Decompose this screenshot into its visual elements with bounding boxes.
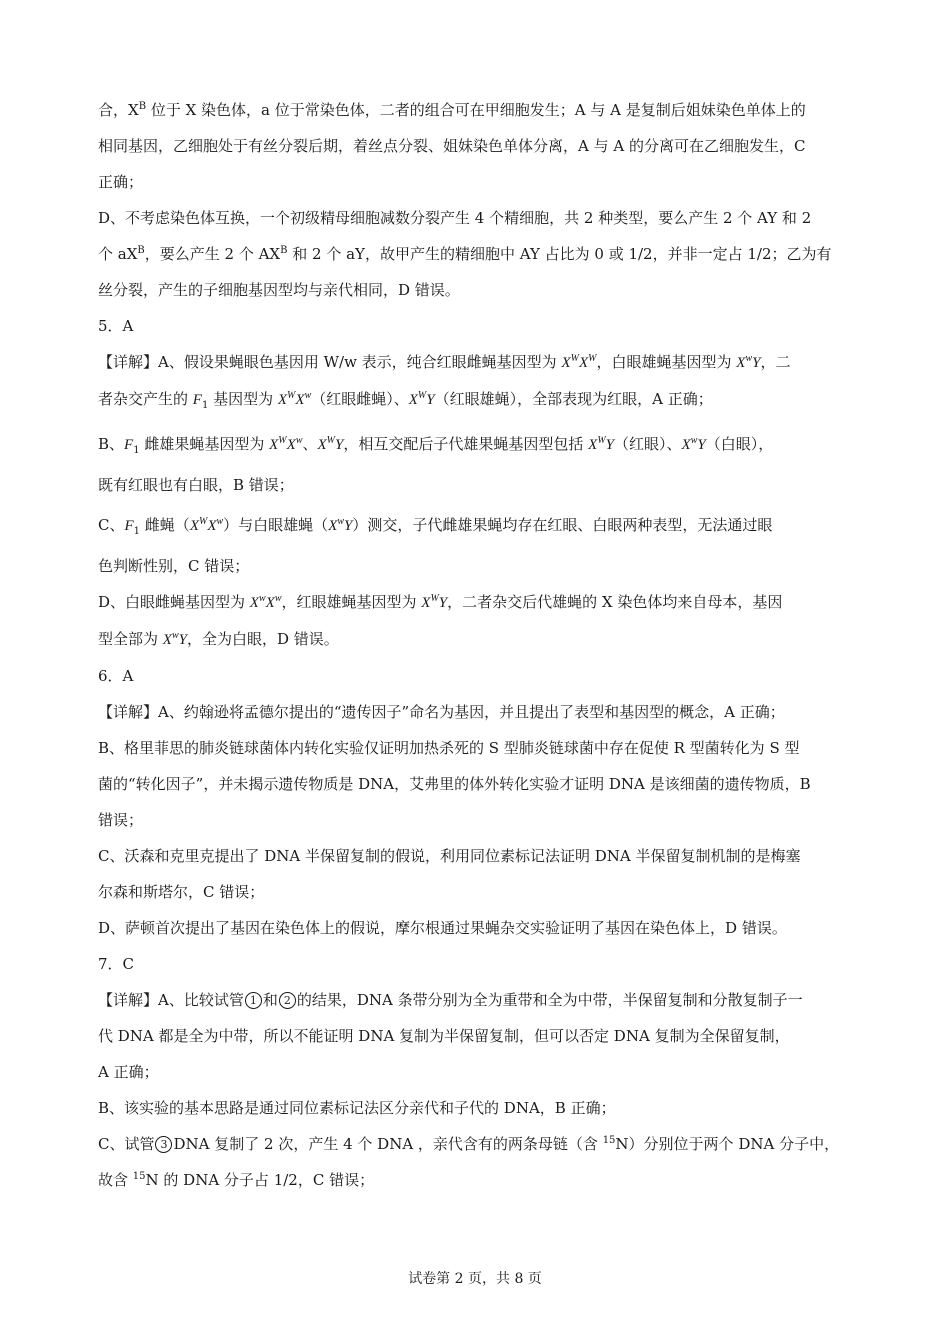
text-line: D、萨顿首次提出了基因在染色体上的假说，摩尔根通过果蝇杂交实验证明了基因在染色体上，D 错误。 [98,919,787,937]
answer-number: 7．C [98,955,135,973]
text-line: 既有红眼也有白眼，B 错误； [98,476,294,494]
answer-number: 6．A [98,667,134,685]
text-line: D、不考虑染色体互换，一个初级精母细胞减数分裂产生 4 个精细胞，共 2 种类型，要么产生 2 个 AY 和 2 [98,209,812,227]
answer-content [98,92,860,1198]
text-line: 色判断性别，C 错误； [98,557,250,575]
question-6-answer [98,658,860,946]
text-line: 代 DNA 都是全为中带，所以不能证明 DNA 复制为半保留复制，但可以否定 DNA 复制为全保留复制， [98,1027,790,1045]
text-line: A 正确； [98,1063,159,1081]
text-line: C、$F_1$ 雌蝇$(X^WX^w)$与白眼雄蝇$(X^wY)$测交，子代雌雄果蝇均存在红眼、白眼两种表型，无法通过眼 [98,516,773,537]
text-line: 型全部为 $X^wY$，全为白眼，D 错误。 [98,630,339,648]
question-5-answer [98,308,860,658]
text-line: 【详解】A、比较试管 1 和 2 的结果，DNA 条带分别为全为重带和全为中带，半保留复制和分散复制子一 [98,991,803,1009]
text-line: C、沃森和克里克提出了 DNA 半保留复制的假说，利用同位素标记法证明 DNA 半保留复制机制的是梅塞 [98,847,801,865]
text-line: 个 $aX^B$，要么产生 2 个 $AX^B$ 和 2 个 aY，故甲产生的精细胞中 AY 占比为 0 或 1/2，并非一定占 1/2；乙为有 [98,245,832,263]
text-line: 丝分裂，产生的子细胞基因型均与亲代相同，D 错误。 [98,281,460,299]
text-line: D、白眼雌蝇基因型为 $X^wX^w$，红眼雄蝇基因型为 $X^WY$，二者杂交后代雄蝇的 X 染色体均来自母本，基因 [98,593,783,611]
text-line: 【详解】A、假设果蝇眼色基因用 W/w 表示，纯合红眼雌蝇基因型为 $X^WX^W$，白眼雄蝇基因型为 $X^wY$，二 [98,353,791,371]
text-line: 者杂交产生的 $F_1$ 基因型为 $X^WX^w$（红眼雌蝇）、$X^WY$（红眼雄蝇），全部表现为红眼，A 正确； [98,390,713,411]
text-line: 【详解】A、约翰逊将孟德尔提出的“遗传因子”命名为基因，并且提出了表型和基因型的概念，A 正确； [98,703,785,721]
text-line: 错误； [98,811,144,829]
text-line: 正确； [98,173,144,191]
question-7-answer [98,946,860,1198]
text-line: 合，$X^B$ 位于 X 染色体，a 位于常染色体，二者的组合可在甲细胞发生；A 与 A 是复制后姐妹染色单体上的 [98,101,806,119]
page-footer: 试卷第 2 页，共 8 页 [408,1271,542,1287]
text-line: B、$F_1$ 雌雄果蝇基因型为 $X^WX^w$、$X^WY$，相互交配后子代雄果蝇基因型包括 $X^WY$（红眼）、$X^wY$（白眼）， [98,435,774,456]
answer-number: 5．A [98,317,134,335]
text-line: 菌的“转化因子”，并未揭示遗传物质是 DNA，艾弗里的体外转化实验才证明 DNA 是该细菌的遗传物质，B [98,775,811,793]
text-line: B、格里菲思的肺炎链球菌体内转化实验仅证明加热杀死的 S 型肺炎链球菌中存在促使 R 型菌转化为 S 型 [98,739,800,757]
q4-continuation [98,92,860,308]
text-line: 相同基因，乙细胞处于有丝分裂后期，着丝点分裂、姐妹染色单体分离，A 与 A 的分离可在乙细胞发生，C [98,137,806,155]
text-line: 故含 $^{15}$N 的 DNA 分子占 1/2，C 错误； [98,1171,375,1189]
text-line: C、试管 3 DNA 复制了 2 次，产生 4 个 DNA ，亲代含有的两条母链（含 $^{15}$N）分别位于两个 DNA 分子中， [98,1135,840,1153]
text-line: 尔森和斯塔尔，C 错误； [98,883,265,901]
text-line: B、该实验的基本思路是通过同位素标记法区分亲代和子代的 DNA，B 正确； [98,1099,616,1117]
